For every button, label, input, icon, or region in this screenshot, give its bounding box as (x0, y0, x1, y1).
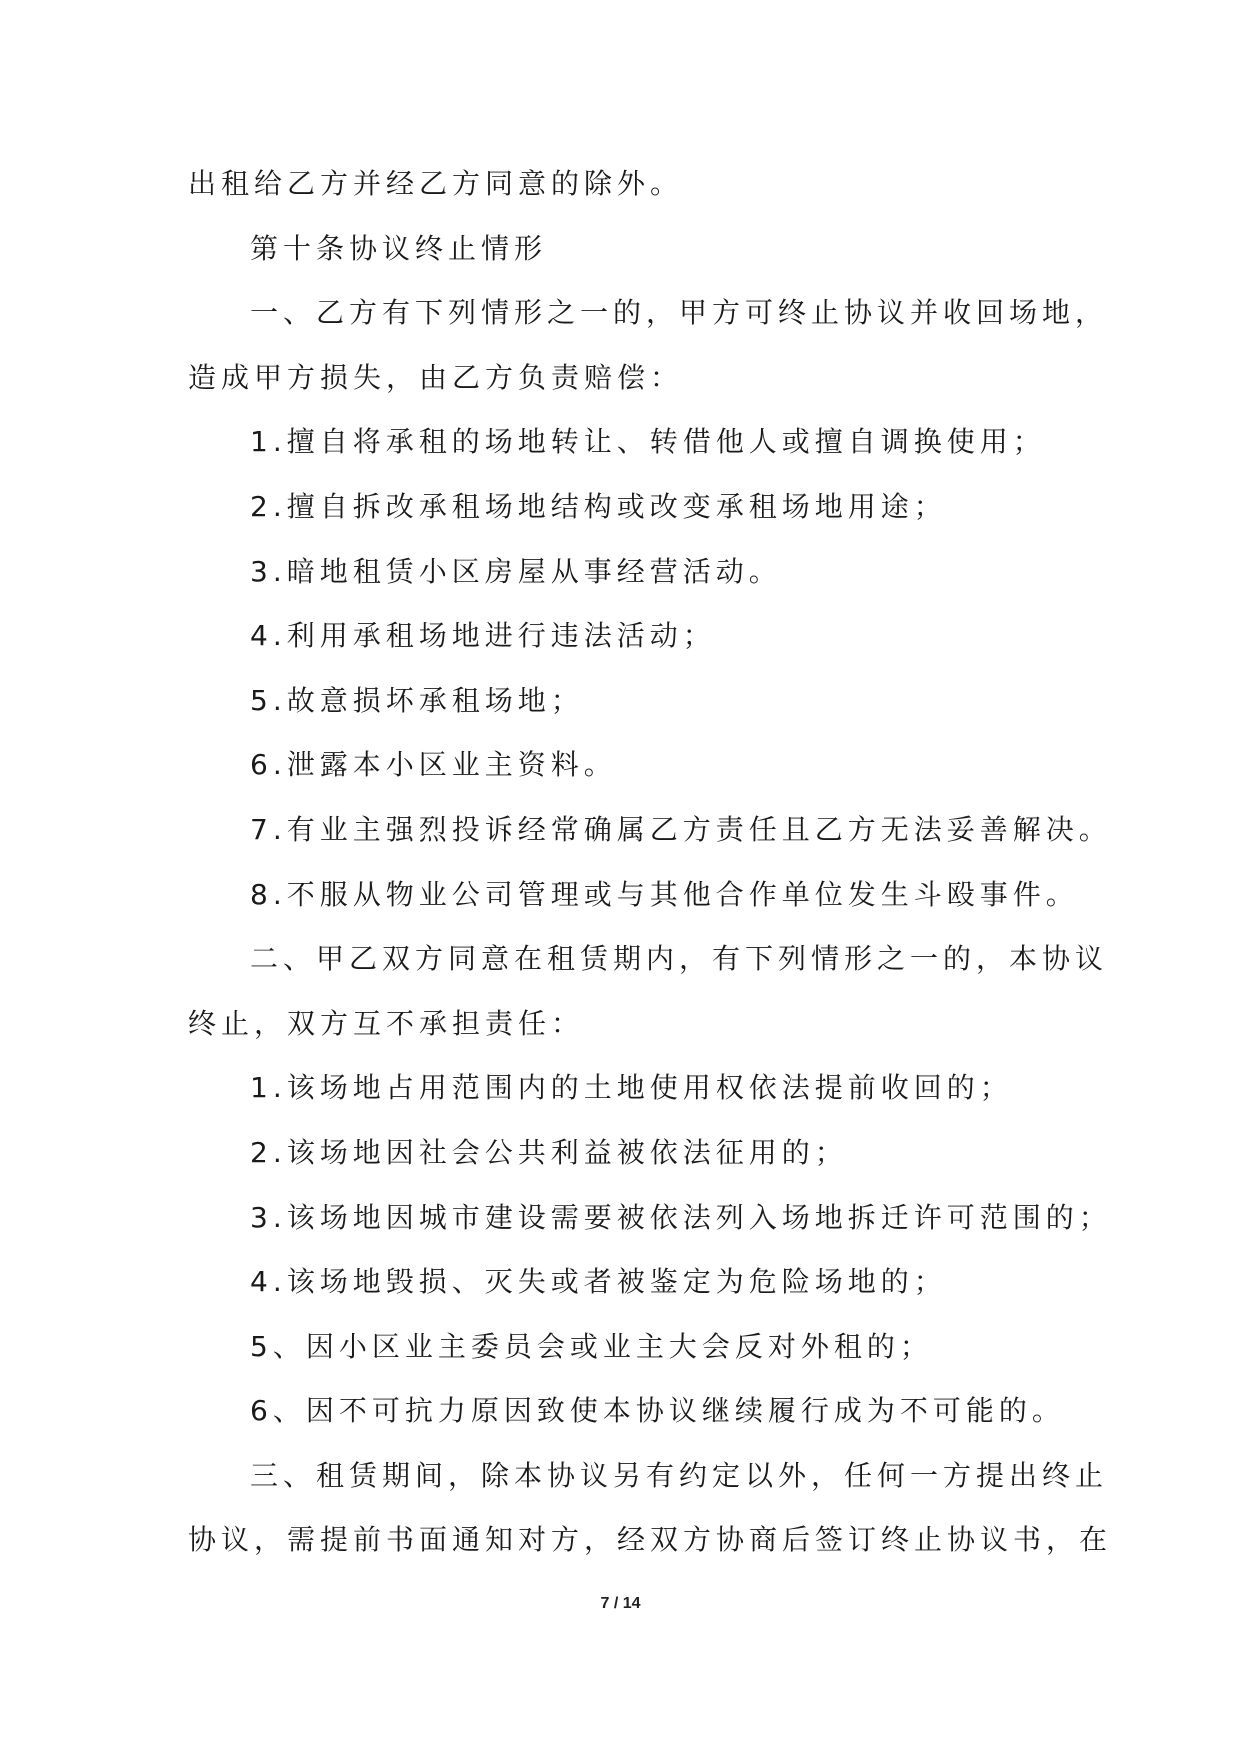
list-item: 5.故意损坏承租场地； (250, 683, 584, 717)
text-line: 终止，双方互不承担责任： (188, 1006, 585, 1040)
text-line: 造成甲方损失，由乙方负责赔偿： (188, 360, 684, 394)
list-item: 5、因小区业主委员会或业主大会反对外租的； (250, 1329, 933, 1363)
list-item: 7.有业主强烈投诉经常确属乙方责任且乙方无法妥善解决。 (250, 812, 1112, 846)
list-item: 8.不服从物业公司管理或与其他合作单位发生斗殴事件。 (250, 877, 1079, 911)
text-line: 二、甲乙双方同意在租赁期内，有下列情形之一的，本协议 (250, 942, 1109, 976)
list-item: 4.利用承租场地进行违法活动； (250, 619, 716, 653)
list-item: 1.擅自将承租的场地转让、转借他人或擅自调换使用； (250, 425, 1046, 459)
list-item: 6、因不可抗力原因致使本协议继续履行成为不可能的。 (250, 1394, 1065, 1428)
list-item: 1.该场地占用范围内的土地使用权依法提前收回的； (250, 1071, 1013, 1105)
list-item: 3.暗地租赁小区房屋从事经营活动。 (250, 554, 782, 588)
list-item: 4.该场地毁损、灭失或者被鉴定为危险场地的； (250, 1265, 947, 1299)
article-heading: 第十条协议终止情形 (250, 231, 548, 265)
list-item: 2.擅自拆改承租场地结构或改变承租场地用途； (250, 489, 947, 523)
page-number: 7 / 14 (600, 1595, 641, 1612)
text-line: 三、租赁期间，除本协议另有约定以外，任何一方提出终止 (250, 1458, 1109, 1492)
list-item: 2.该场地因社会公共利益被依法征用的； (250, 1135, 848, 1169)
document-body (188, 152, 1113, 1573)
list-item: 3.该场地因城市建设需要被依法列入场地拆迁许可范围的； (250, 1200, 1112, 1234)
text-line: 协议，需提前书面通知对方，经双方协商后签订终止协议书，在 (188, 1523, 1113, 1557)
text-line: 一、乙方有下列情形之一的，甲方可终止协议并收回场地， (250, 296, 1109, 330)
text-line: 出租给乙方并经乙方同意的除外。 (188, 167, 684, 200)
list-item: 6.泄露本小区业主资料。 (250, 748, 617, 782)
